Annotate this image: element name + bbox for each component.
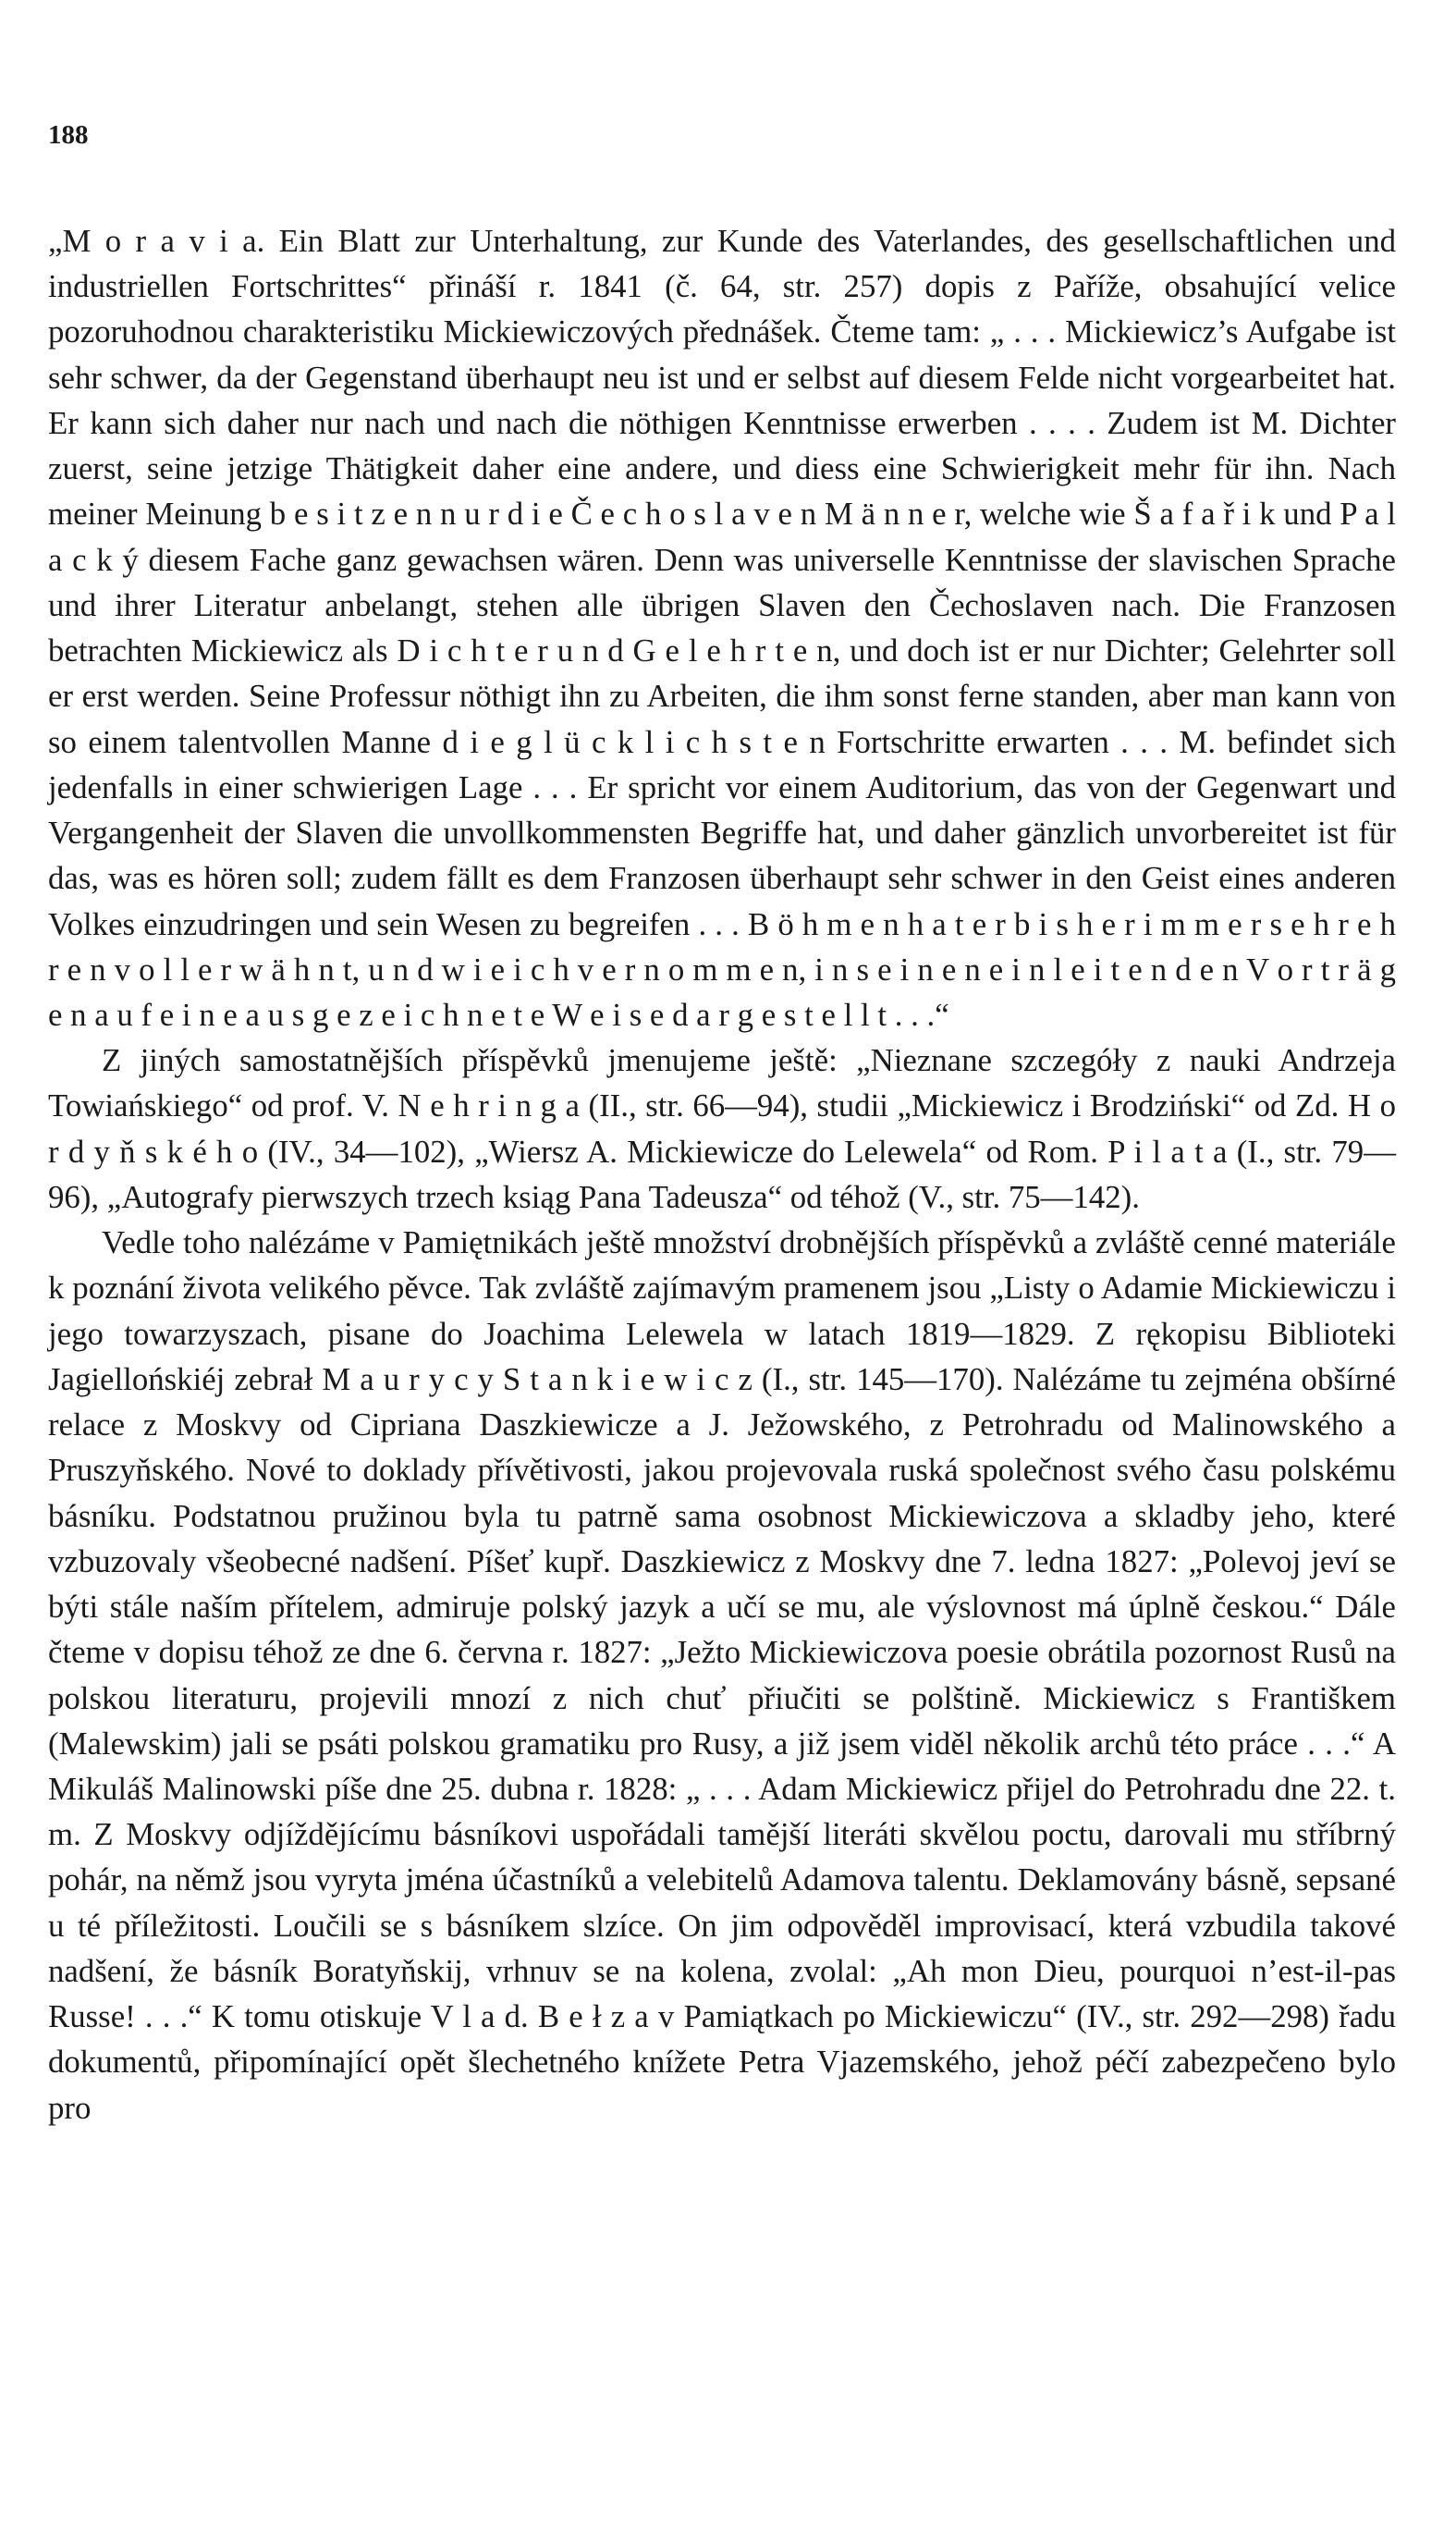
page-number: 188 — [48, 120, 89, 150]
paragraph-contributions: Z jiných samostatnějších příspěvků jmenujeme ještě: „Nieznane szczegóły z nauki Andrzeja Towiańskiego“ od prof. V. N e h r i n g a (II., str. 66—94), studii „Mickiewicz i Brodziński“ od Zd. H o r d y ň s k é h o (IV., 34—102), „Wiersz A. Mickiewicze do Lelewela“ od Rom. P i l a t a (I., str. 79—96), „Autografy pierwszych trzech ksiąg Pana Tadeusza“ od téhož (V., str. 75—142). — [48, 1042, 1396, 1215]
paragraph-moravia-quote: „M o r a v i a. Ein Blatt zur Unterhaltung, zur Kunde des Vaterlandes, des gesellschaftlichen und industriellen Fortschrittes“ přináší r. 1841 (č. 64, str. 257) dopis z Paříže, obsahující velice pozoruhodnou charakteristiku Mickiewiczových přednášek. Čteme tam: „ . . . Mickiewicz’s Aufgabe ist sehr schwer, da der Gegenstand überhaupt neu ist und er selbst auf diesem Felde nicht vorgearbeitet hat. Er kann sich daher nur nach und nach die nöthigen Kenntnisse erwerben . . . . Zudem ist M. Dichter zuerst, seine jetzige Thätigkeit daher eine andere, und diess eine Schwierigkeit mehr für ihn. Nach meiner Meinung b e s i t z e n n u r d i e Č e c h o s l a v e n M ä n n e r, welche wie Š a f a ř i k und P a l a c k ý diesem Fache ganz gewachsen wären. Denn was universelle Kenntnisse der slavischen Sprache und ihrer Literatur anbelangt, stehen alle übrigen Slaven den Čechoslaven nach. Die Franzosen betrachten Mickiewicz als D i c h t e r u n d G e l e h r t e n, und doch ist er nur Dichter; Gelehrter soll er erst werden. Seine Professur nöthigt ihn zu Arbeiten, die ihm sonst ferne standen, aber man kann von so einem talentvollen Manne d i e g l ü c k l i c h s t e n Fortschritte erwarten . . . M. befindet sich jedenfalls in einer schwierigen Lage . . . Er spricht vor einem Auditorium, das von der Gegenwart und Vergangenheit der Slaven die unvollkommensten Begriffe hat, und daher gänzlich unvorbereitet ist für das, was es hören soll; zudem fällt es dem Franzosen überhaupt sehr schwer in den Geist eines anderen Volkes einzudringen und sein Wesen zu begreifen . . . B ö h m e n h a t e r b i s h e r i m m e r s e h r e h r e n v o l l e r w ä h n t, u n d w i e i c h v e r n o m m e n, i n s e i n e n e i n l e i t e n d e n V o r t r ä g e n a u f e i n e a u s g e z e i c h n e t e W e i s e d a r g e s t e l l t . . .“ — [48, 223, 1396, 1033]
paragraph-letters: Vedle toho nalézáme v Pamiętnikách ještě množství drobnějších příspěvků a zvláště cenné materiále k poznání života velikého pěvce. Tak zvláště zajímavým pramenem jsou „Listy o Adamie Mickiewiczu i jego towarzyszach, pisane do Joachima Lelewela w latach 1819—1829. Z rękopisu Biblioteki Jagiellońskiéj zebrał M a u r y c y S t a n k i e w i c z (I., str. 145—170). Nalézáme tu zejména obšírné relace z Moskvy od Cipriana Daszkiewicze a J. Ježowského, z Petrohradu od Malinowského a Pruszyňského. Nové to doklady přívětivosti, jakou projevovala ruská společnost svého času polskému básníku. Podstatnou pružinou byla tu patrně sama osobnost Mickiewiczova a skladby jeho, které vzbuzovaly všeobecné nadšení. Píšeť kupř. Daszkiewicz z Moskvy dne 7. ledna 1827: „Polevoj jeví se býti stále naším přítelem, admiruje polský jazyk a učí se mu, ale výslovnost má úplně českou.“ Dále čteme v dopisu téhož ze dne 6. června r. 1827: „Ježto Mickiewiczova poesie obrátila pozornost Rusů na polskou literaturu, projevili mnozí z nich chuť přiučiti se polštině. Mickiewicz s Františkem (Malewskim) jali se psáti polskou gramatiku pro Rusy, a již jsem viděl několik archů této práce . . .“ A Mikuláš Malinowski píše dne 25. dubna r. 1828: „ . . . Adam Mickiewicz přijel do Petrohradu dne 22. t. m. Z Moskvy odjíždějícímu básníkovi uspořádali tamější literáti skvělou poctu, darovali mu stříbrný pohár, na němž jsou vyryta jména účastníků a velebitelů Adamova talentu. Deklamovány básně, sepsané u té příležitosti. Loučili se s básníkem slzíce. On jim odpověděl improvisací, která vzbudila takové nadšení, že básník Boratyňskij, vrhnuv se na kolena, zvolal: „Ah mon Dieu, pourquoi n’est-il-pas Russe! . . .“ K tomu otiskuje V l a d. B e ł z a v Pamiątkach po Mickiewiczu“ (IV., str. 292—298) řadu dokumentů, připomínající opět šlechetného knížete Petra Vjazemského, jehož péčí zabezpečeno bylo pro — [48, 1224, 1396, 2126]
body-text — [48, 218, 1396, 2131]
